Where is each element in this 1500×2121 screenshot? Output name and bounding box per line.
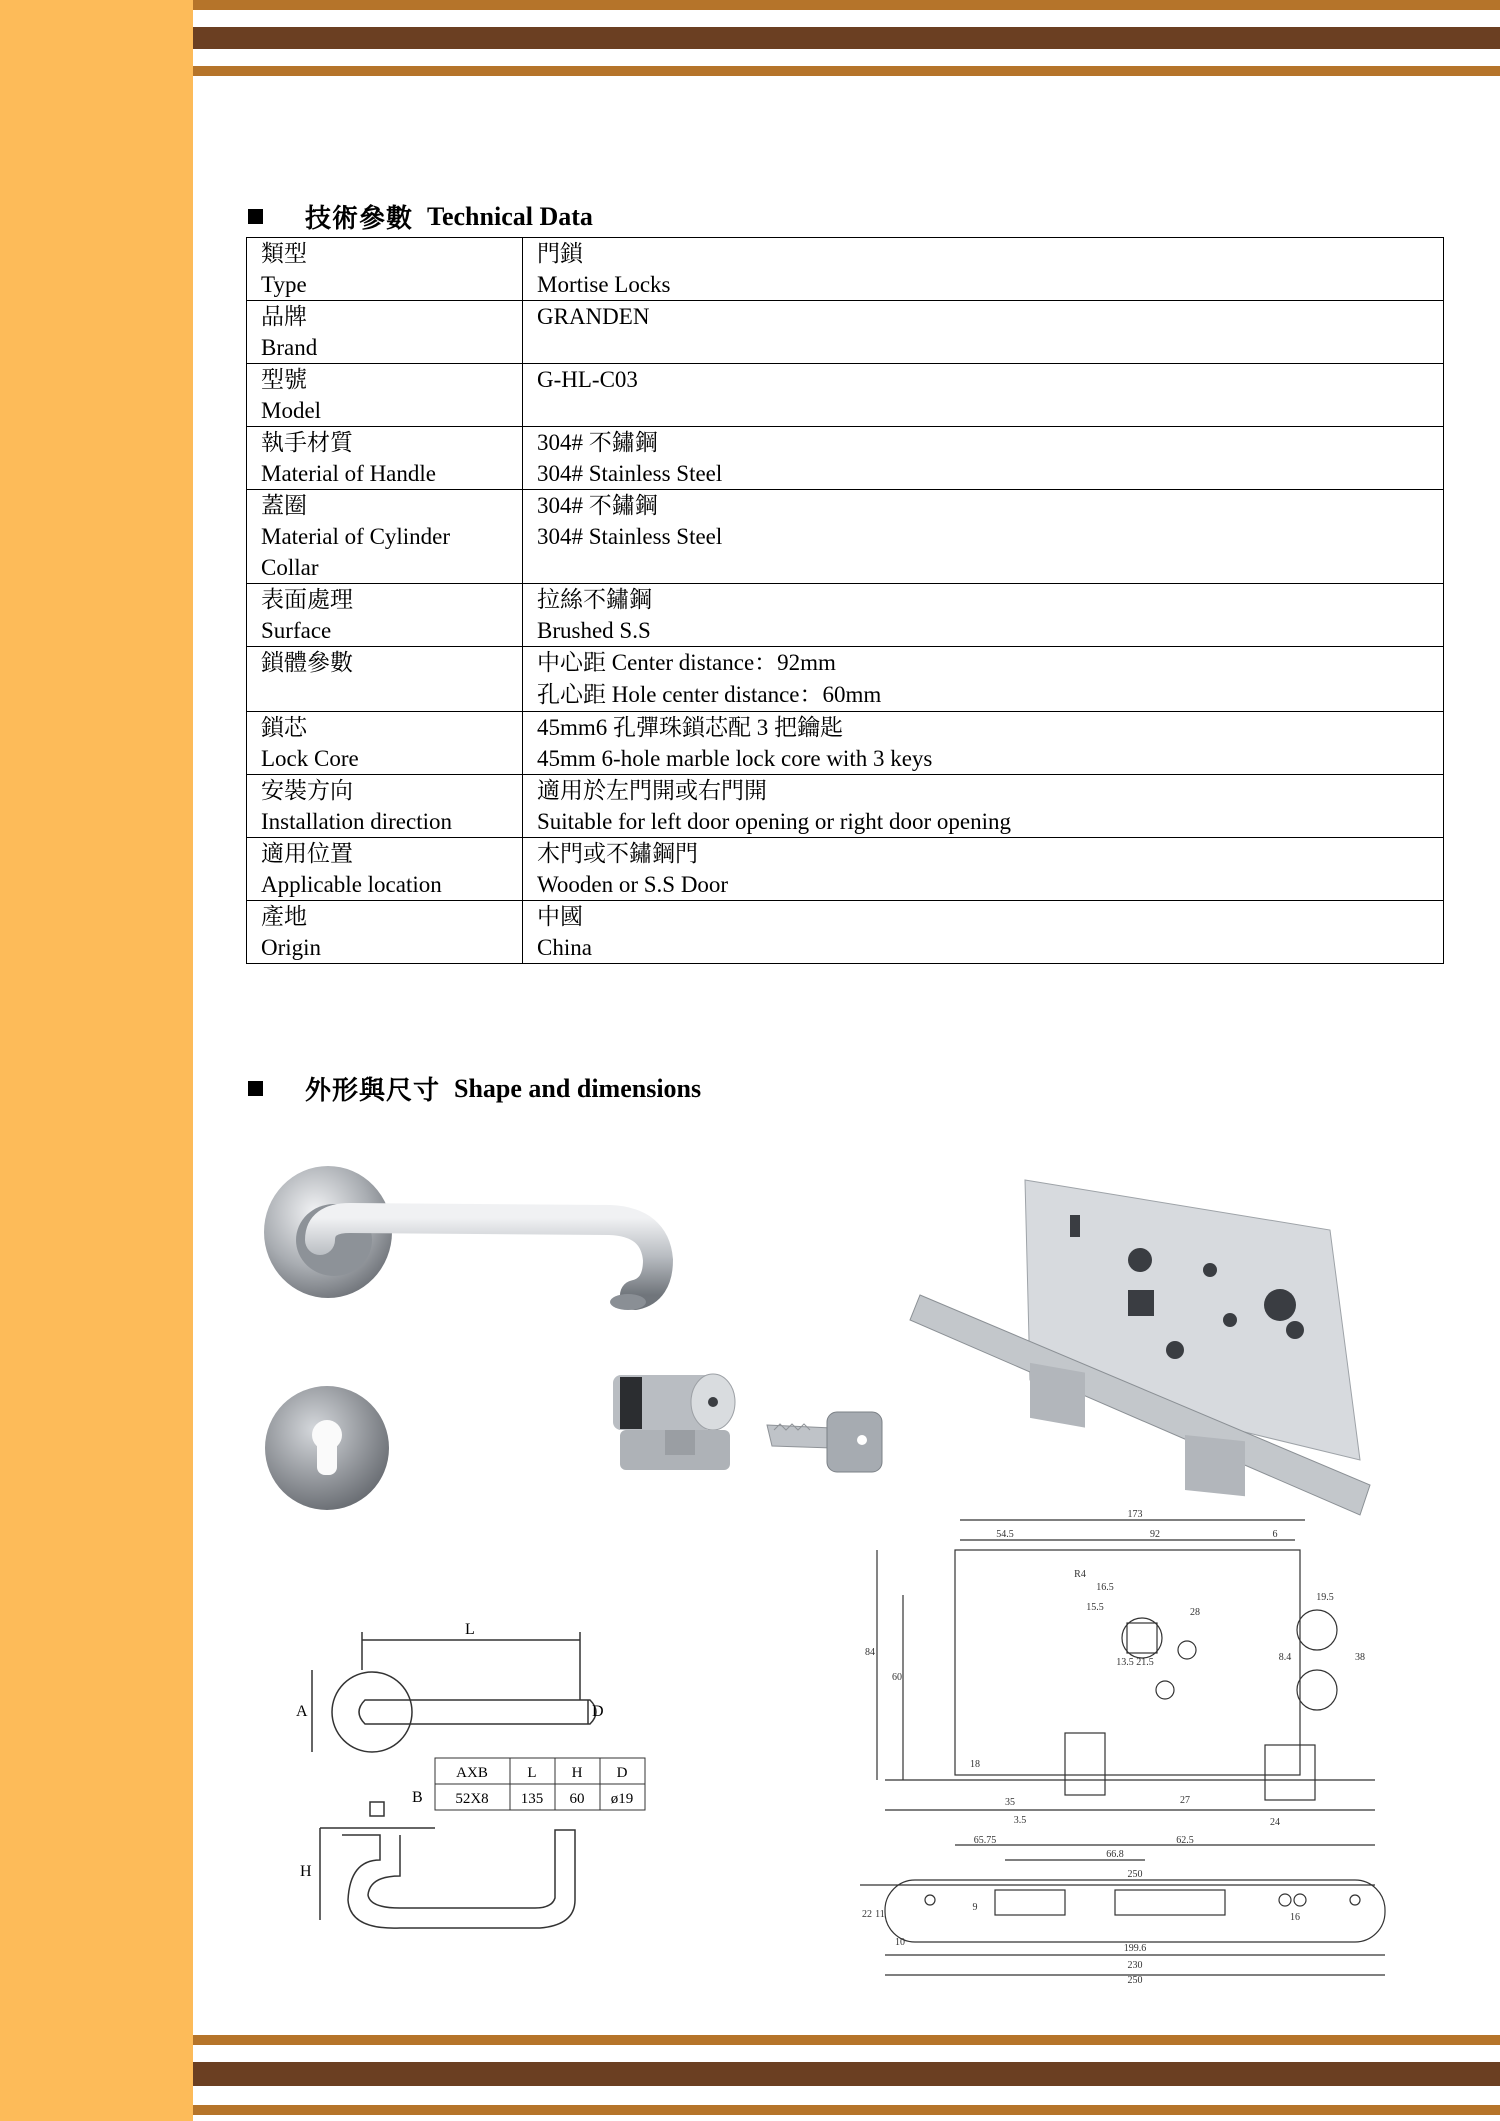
dim-text: 9 (972, 1902, 978, 1913)
key-en: Type (261, 272, 307, 297)
table-row (247, 838, 1444, 901)
table-row (247, 427, 1444, 490)
dim-value: 52X8 (455, 1791, 489, 1807)
key-en: Applicable location (261, 872, 442, 897)
dim-text: 10 (895, 1937, 905, 1948)
value-cell (523, 301, 1444, 364)
dim-text: 250 (1127, 1975, 1143, 1985)
dim-text: R4 (1074, 1569, 1086, 1580)
value-en: China (537, 935, 592, 960)
key-zh: 類型 (261, 241, 307, 266)
value-zh: 中國 (537, 904, 583, 929)
dim-text: 27 (1180, 1795, 1190, 1806)
value-zh: 木門或不鏽鋼門 (537, 841, 698, 866)
bullet-square-icon (248, 1081, 263, 1096)
key-en: Brand (261, 335, 318, 360)
dim-text: 11 (875, 1909, 885, 1920)
value-en: 45mm 6-hole marble lock core with 3 keys (537, 746, 933, 771)
key-cell (247, 584, 523, 647)
value-zh: 門鎖 (537, 241, 583, 266)
table-row (247, 712, 1444, 775)
dim-text: 18 (970, 1759, 980, 1770)
key-zh: 型號 (261, 367, 307, 392)
key-cell (247, 838, 523, 901)
dim-header: L (527, 1765, 537, 1781)
dim-text: 230 (1127, 1960, 1143, 1971)
value-en: Brushed S.S (537, 618, 651, 643)
value-en (537, 395, 1431, 426)
dim-text: 92 (1150, 1529, 1160, 1540)
table-row (247, 647, 1444, 712)
key-en: Origin (261, 935, 322, 960)
key-cell (247, 775, 523, 838)
mortise-lock-body-image (900, 1120, 1460, 1540)
dim-text: 24 (1270, 1817, 1280, 1828)
key-en: Surface (261, 618, 332, 643)
key-en: Material of Handle (261, 461, 436, 486)
technical-data-heading (248, 198, 593, 235)
table-row (247, 901, 1444, 964)
left-sidebar (0, 0, 193, 2121)
key-en: Installation direction (261, 809, 452, 834)
dim-text: 199.6 (1123, 1943, 1147, 1954)
key-cell (247, 901, 523, 964)
value-cell (523, 584, 1444, 647)
dim-text: 16 (1290, 1912, 1300, 1923)
dim-header: H (571, 1765, 583, 1781)
key-cell (247, 427, 523, 490)
dim-text: 66.8 (1106, 1849, 1124, 1860)
lock-body-technical-drawing (855, 1505, 1415, 1985)
value-en: Suitable for left door opening or right door opening (537, 809, 1011, 834)
shape-title-zh: 外形與尺寸 (305, 1076, 441, 1105)
value-en: 304# Stainless Steel (537, 461, 723, 486)
value-zh: GRANDEN (537, 304, 650, 329)
table-row (247, 238, 1444, 301)
key-cell (247, 647, 523, 712)
key-en: Material of Cylinder Collar (261, 524, 451, 580)
value-cell (523, 901, 1444, 964)
dim-label-A: A (296, 1703, 308, 1720)
value-en: Wooden or S.S Door (537, 872, 729, 897)
dim-text: 65.75 (973, 1835, 997, 1846)
table-row (247, 584, 1444, 647)
technical-data-table (246, 237, 1444, 964)
technical-data-title-zh: 技術參數 (305, 204, 414, 233)
dim-text: 22 (862, 1909, 872, 1920)
bullet-square-icon (248, 209, 263, 224)
dim-header: AXB (456, 1765, 488, 1781)
value-zh: 中心距 Center distance：92mm (537, 650, 836, 675)
key-en: Lock Core (261, 746, 359, 771)
value-zh: G-HL-C03 (537, 367, 638, 392)
dim-text: 19.5 (1316, 1592, 1334, 1603)
dim-label-B: B (412, 1789, 423, 1806)
table-row (247, 301, 1444, 364)
key-zh: 表面處理 (261, 587, 353, 612)
shape-title-en: Shape and dimensions (454, 1073, 702, 1103)
value-zh: 304# 不鏽鋼 (537, 430, 658, 455)
key-en: Model (261, 398, 322, 423)
dim-label-D: D (592, 1703, 604, 1720)
table-row (247, 490, 1444, 584)
value-en: Mortise Locks (537, 272, 671, 297)
value-cell (523, 427, 1444, 490)
dim-text: 54.5 (996, 1529, 1014, 1540)
key-cell (247, 490, 523, 584)
table-row (247, 364, 1444, 427)
value-zh: 適用於左門開或右門開 (537, 778, 767, 803)
shape-heading (248, 1070, 701, 1107)
key-zh: 適用位置 (261, 841, 353, 866)
dim-text: 84 (865, 1647, 875, 1658)
header-band-orange (193, 0, 1500, 10)
value-zh: 拉絲不鏽鋼 (537, 587, 652, 612)
value-cell (523, 712, 1444, 775)
value-en: 孔心距 Hole center distance：60mm (537, 682, 882, 707)
key-zh: 產地 (261, 904, 307, 929)
key-cell (247, 364, 523, 427)
handle-technical-drawing (290, 1610, 650, 1940)
footer-band-orange-2 (193, 2105, 1500, 2115)
value-cell (523, 647, 1444, 712)
key-zh: 鎖體參數 (261, 650, 353, 675)
value-zh: 304# 不鏽鋼 (537, 493, 658, 518)
lever-handle-image (260, 1160, 680, 1320)
handle-dimension-table (435, 1758, 645, 1810)
key-zh: 執手材質 (261, 430, 353, 455)
dim-value: ø19 (610, 1791, 634, 1807)
value-en (537, 332, 1431, 363)
key-zh: 鎖芯 (261, 715, 307, 740)
dim-text: 28 (1190, 1607, 1200, 1618)
value-cell (523, 838, 1444, 901)
dim-text: 15.5 (1086, 1602, 1104, 1613)
dim-text: 3.5 (1013, 1815, 1027, 1826)
value-en: 304# Stainless Steel (537, 524, 723, 549)
key-image (762, 1400, 892, 1480)
value-cell (523, 364, 1444, 427)
dim-text: 38 (1355, 1652, 1365, 1663)
value-cell (523, 238, 1444, 301)
dim-text: 60 (892, 1672, 902, 1683)
cylinder-collar-image (262, 1383, 392, 1513)
key-cell (247, 712, 523, 775)
key-zh: 安裝方向 (261, 778, 353, 803)
dim-text: 21.5 (1136, 1657, 1154, 1668)
dim-text: 6 (1272, 1529, 1278, 1540)
dim-value: 60 (569, 1791, 585, 1807)
dim-text: 16.5 (1096, 1582, 1114, 1593)
value-zh: 45mm6 孔彈珠鎖芯配 3 把鑰匙 (537, 715, 844, 740)
dim-header: D (616, 1765, 628, 1781)
key-zh: 蓋圈 (261, 493, 307, 518)
dim-text: 13.5 (1116, 1657, 1134, 1668)
technical-data-title-en: Technical Data (427, 201, 593, 231)
lock-cylinder-image (595, 1345, 745, 1475)
key-en (261, 678, 510, 709)
header-band-brown (193, 27, 1500, 49)
dim-text: 173 (1127, 1509, 1143, 1520)
key-zh: 品牌 (261, 304, 307, 329)
table-row (247, 775, 1444, 838)
dim-text: 62.5 (1176, 1835, 1194, 1846)
dim-label-H: H (300, 1863, 312, 1880)
footer-band-brown (193, 2062, 1500, 2086)
dim-text: 35 (1005, 1797, 1015, 1808)
dim-value: 135 (520, 1791, 544, 1807)
dim-label-L: L (465, 1621, 475, 1638)
dim-text: 250 (1127, 1869, 1143, 1880)
value-cell (523, 490, 1444, 584)
key-cell (247, 301, 523, 364)
dim-text: 8.4 (1278, 1652, 1292, 1663)
footer-band-orange (193, 2035, 1500, 2045)
header-band-orange-2 (193, 66, 1500, 76)
key-cell (247, 238, 523, 301)
value-cell (523, 775, 1444, 838)
